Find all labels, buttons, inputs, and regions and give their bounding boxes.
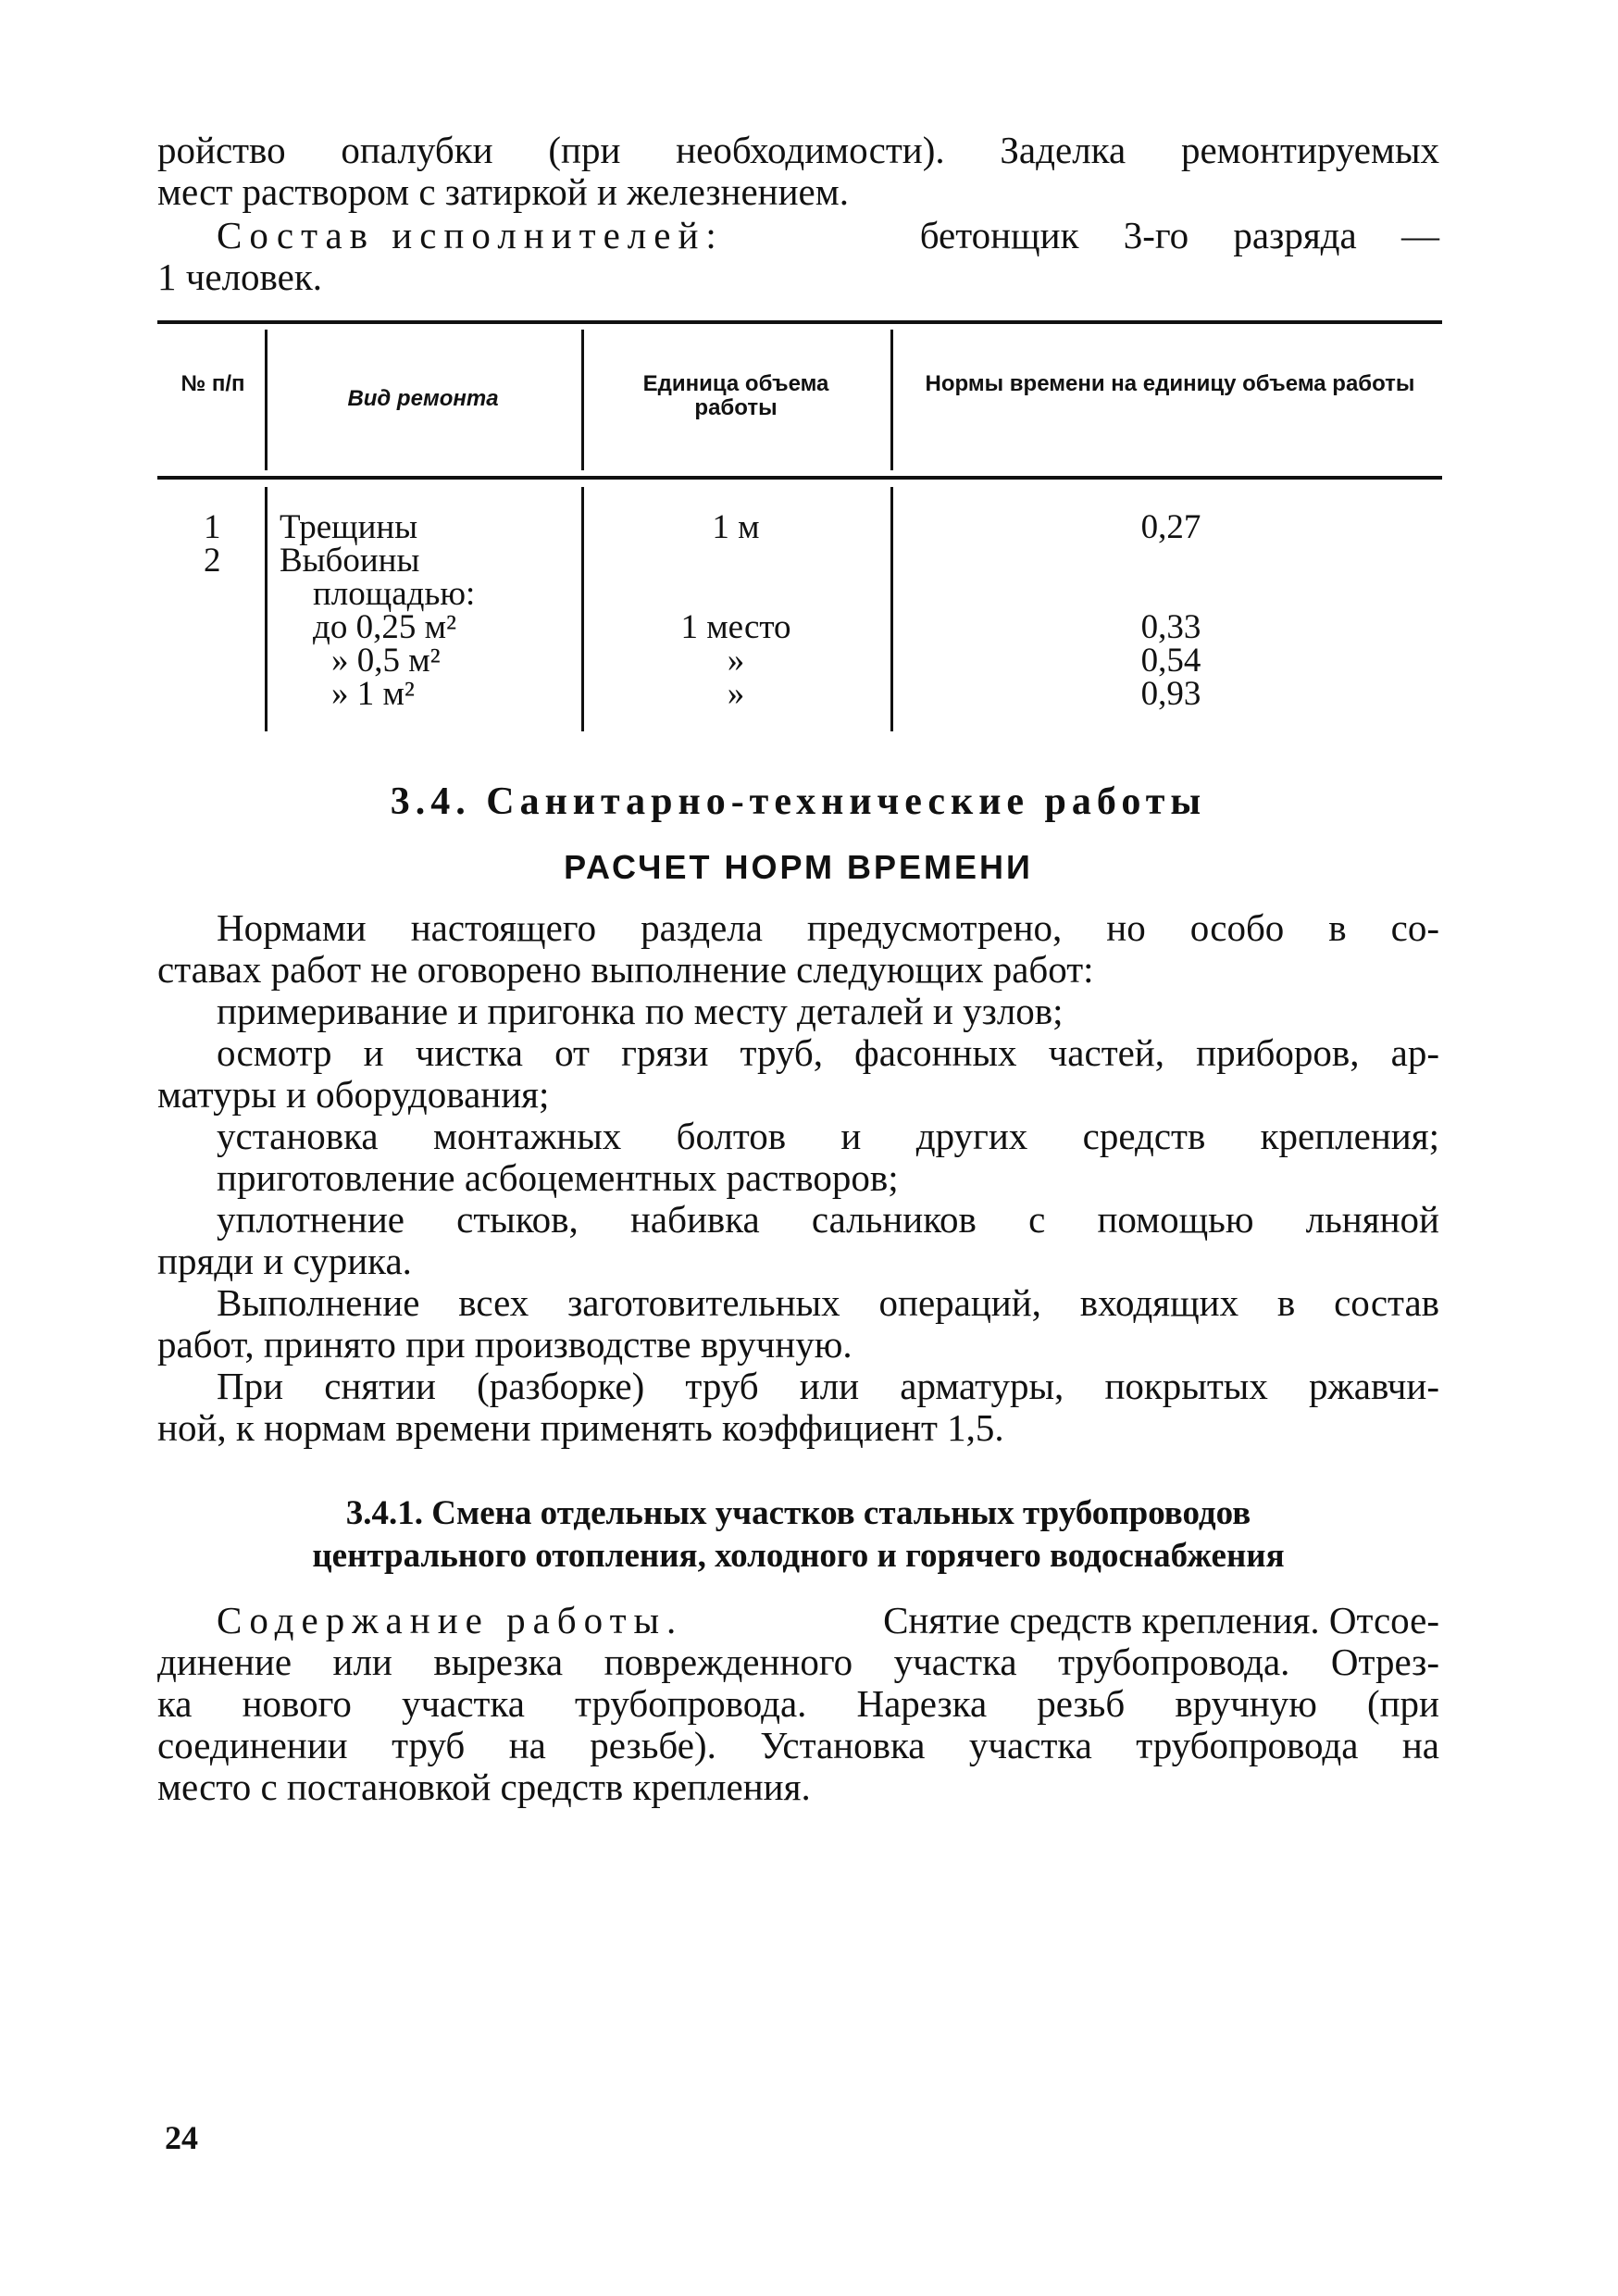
table-top-rule <box>157 320 1442 324</box>
col-divider <box>265 487 268 731</box>
repair-type: » 1 м² <box>331 675 416 713</box>
norm-cell: 0,93 <box>1140 675 1201 713</box>
subsection-body <box>157 1600 1439 1808</box>
performers-label: Состав исполнителей: <box>217 214 724 256</box>
repair-norms-table <box>157 320 1442 731</box>
norm-cell: 0,54 <box>1140 642 1201 680</box>
body-line: пряди и сурика. <box>157 1240 412 1282</box>
body-line: приготовление асбоцементных растворов; <box>217 1156 899 1199</box>
body-line: примеривание и пригонка по месту деталей и узлов; <box>217 990 1064 1032</box>
unit-cell: » <box>727 675 745 713</box>
col-divider <box>265 330 268 470</box>
row-num: 1 <box>204 508 221 546</box>
content-line: место с постановкой средств крепления. <box>157 1766 811 1808</box>
header-unit: Единица объема работы <box>642 371 829 420</box>
content-label: Содержание работы. <box>217 1599 684 1641</box>
section-title: 3.4. Санитарно-технические работы <box>390 780 1207 823</box>
norm-cell: 0,27 <box>1140 508 1201 546</box>
section-subtitle: РАСЧЕТ НОРМ ВРЕМЕНИ <box>564 848 1033 886</box>
header-num: № п/п <box>180 371 245 396</box>
norm-cell: 0,33 <box>1140 608 1201 646</box>
body-line: Нормами настоящего раздела предусмотрено, но особо в со- <box>217 906 1439 949</box>
col-repair-type <box>280 508 476 713</box>
repair-type: » 0,5 м² <box>331 642 441 680</box>
intro-line: ройство опалубки (при необходимости). Заделка ремонтируемых <box>157 129 1439 171</box>
body-line: Выполнение всех заготовительных операций, входящих в состав <box>217 1281 1439 1324</box>
performers-text-cont: 1 человек. <box>157 256 323 298</box>
page-number: 24 <box>165 2119 198 2156</box>
repair-type: Трещины <box>280 508 418 546</box>
repair-type: Выбоины <box>280 542 420 580</box>
col-divider <box>581 487 584 731</box>
col-divider <box>890 487 893 731</box>
subsection-title-line: центрального отопления, холодного и горячего водоснабжения <box>312 1537 1285 1575</box>
body-line: ставах работ не оговорено выполнение следующих работ: <box>157 948 1094 991</box>
body-line: уплотнение стыков, набивка сальников с помощью льняной <box>217 1198 1439 1241</box>
header-repair-type: Вид ремонта <box>347 386 499 411</box>
body-line: работ, принято при производстве вручную. <box>157 1323 853 1366</box>
performers-text: бетонщик 3-го разряда — <box>919 214 1439 256</box>
col-num <box>204 508 221 580</box>
content-line: динение или вырезка поврежденного участка трубопровода. Отрез- <box>157 1641 1439 1683</box>
content-line: соединении труб на резьбе). Установка участка трубопровода на <box>157 1724 1439 1766</box>
content-line: ка нового участка трубопровода. Нарезка резьб вручную (при <box>157 1682 1439 1725</box>
subsection-title-line: 3.4.1. Смена отдельных участков стальных трубопроводов <box>345 1494 1251 1532</box>
intro-line: мест раствором с затиркой и железнением. <box>157 170 849 213</box>
body-line: осмотр и чистка от грязи труб, фасонных частей, приборов, ар- <box>217 1031 1439 1074</box>
repair-type: до 0,25 м² <box>313 608 457 646</box>
subsection-title <box>157 1492 1439 1578</box>
unit-cell: 1 м <box>712 508 760 546</box>
intro-block <box>157 130 1439 213</box>
col-divider <box>890 330 893 470</box>
section-body <box>157 907 1439 1449</box>
row-num: 2 <box>204 542 221 580</box>
header-norm: Нормы времени на единицу объема работы <box>925 371 1415 396</box>
col-unit <box>592 508 879 713</box>
content-text: Снятие средств крепления. Отсое- <box>883 1599 1439 1641</box>
unit-cell: » <box>727 642 745 680</box>
body-line: ной, к нормам времени применять коэффициент 1,5. <box>157 1406 1004 1449</box>
body-line: При снятии (разборке) труб или арматуры, покрытых ржавчи- <box>217 1365 1439 1407</box>
performers-block <box>157 215 1439 298</box>
unit-cell: 1 место <box>680 608 791 646</box>
col-divider <box>581 330 584 470</box>
col-norm <box>907 508 1435 713</box>
table-header-rule <box>157 476 1442 480</box>
body-line: установка монтажных болтов и других средств крепления; <box>217 1115 1439 1157</box>
repair-type: площадью: <box>313 575 476 613</box>
body-line: матуры и оборудования; <box>157 1073 550 1116</box>
